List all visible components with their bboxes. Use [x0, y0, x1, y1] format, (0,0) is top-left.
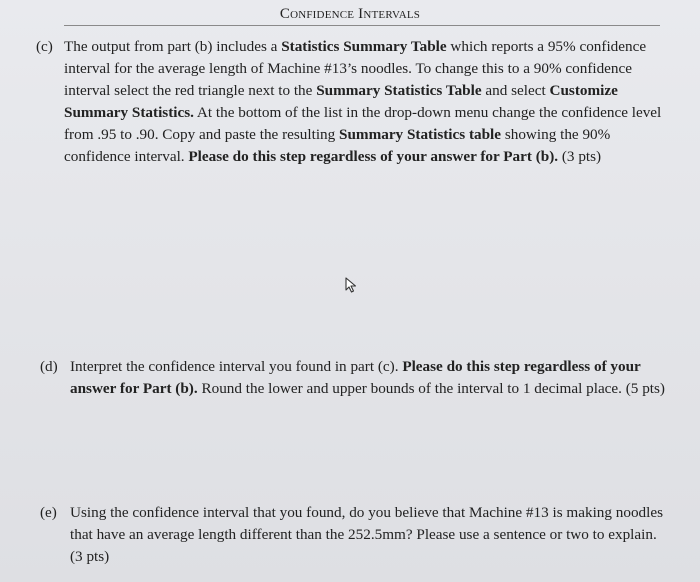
question-c-text-5: showing the 90% confidence interval.	[64, 126, 611, 165]
question-d-bold-1: Please do this step regardless of your answer for Part (b).	[70, 358, 641, 397]
question-c-bold-1: Statistics Summary Table	[281, 38, 447, 55]
header-divider	[64, 25, 660, 26]
question-d-label: (d)	[40, 358, 58, 375]
question-c-bold-2: Summary Statistics Table	[316, 82, 482, 99]
page-header: Confidence Intervals	[279, 6, 421, 22]
question-c-text-3: and select	[481, 82, 550, 99]
question-c-text-4: At the bottom of the list in the drop-down menu change the confidence level from .95 to .90. Copy and paste the resulting	[64, 104, 662, 143]
question-c	[36, 36, 664, 168]
question-d-text-2: Round the lower and upper bounds of the interval to 1 decimal place. (5 pts)	[197, 380, 665, 397]
question-d	[40, 356, 670, 400]
question-c-text-6: (3 pts)	[558, 148, 602, 165]
question-e-text-1: Using the confidence interval that you found, do you believe that Machine #13 is making noodles that have an average length different than the 252.5mm? Please use a sentence or two to explain. (3 pts)	[70, 504, 664, 565]
question-c-text-2: which reports a 95% confidence interval for the average length of Machine #13’s noodles. To change this to a 90% confidence interval select the red triangle next to the	[64, 38, 647, 99]
question-c-bold-5: Please do this step regardless of your answer for Part (b).	[188, 148, 559, 165]
question-c-bold-4: Summary Statistics table	[339, 126, 502, 143]
question-d-text-1: Interpret the confidence interval you found in part (c).	[70, 358, 403, 375]
question-e	[40, 502, 670, 568]
question-c-bold-3: Customize Summary Statistics.	[64, 82, 618, 121]
mouse-pointer-icon	[345, 277, 359, 293]
question-e-label: (e)	[40, 504, 57, 521]
question-c-label: (c)	[36, 38, 53, 55]
question-c-text-1: The output from part (b) includes a	[64, 38, 282, 55]
